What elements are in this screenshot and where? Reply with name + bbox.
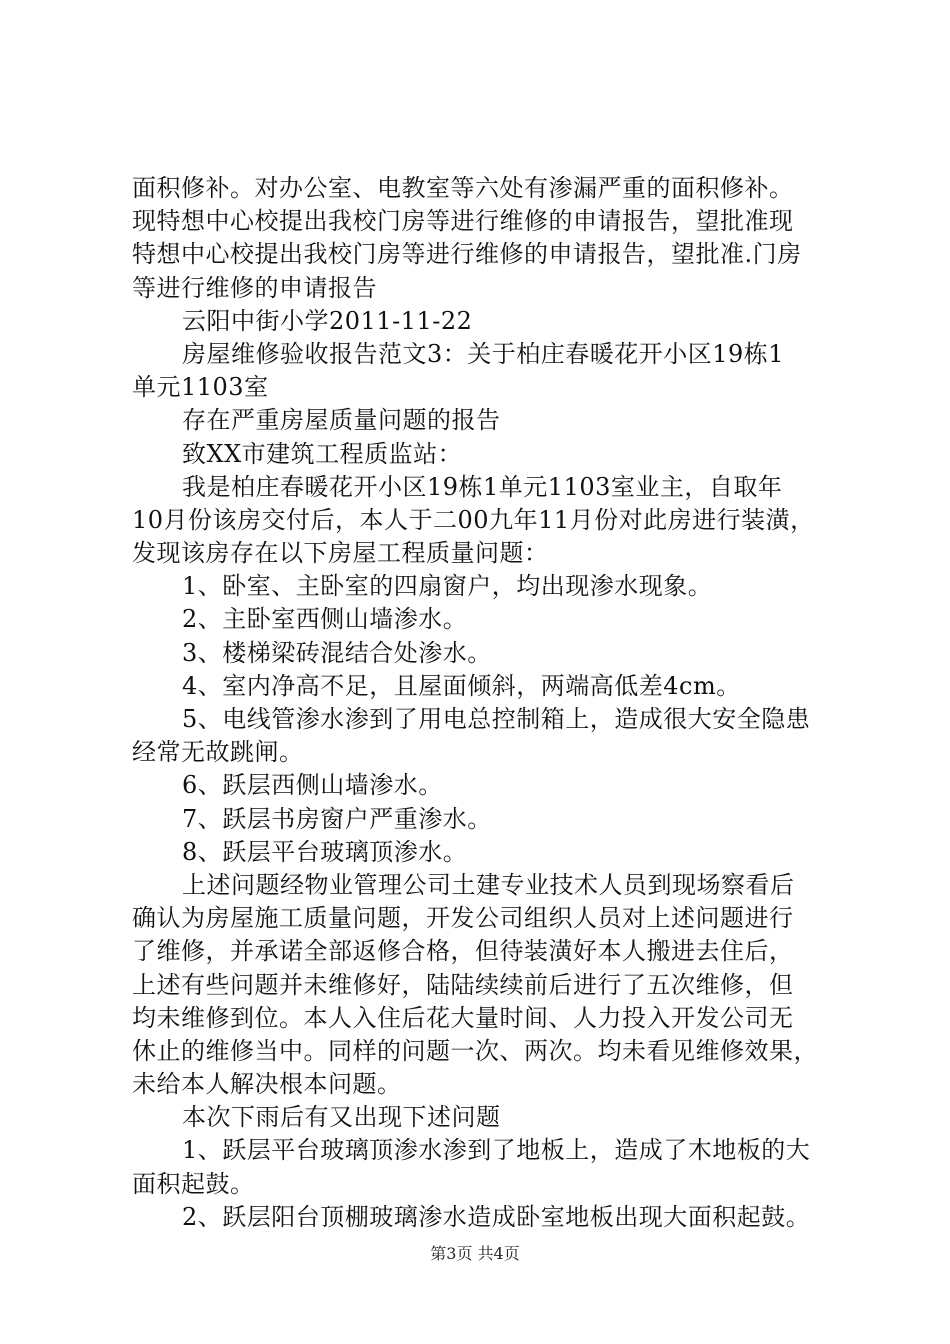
text-line: 现特想中心校提出我校门房等进行维修的申请报告，望批准现: [132, 207, 794, 236]
text-line: 均未维修到位。本人入住后花大量时间、人力投入开发公司无: [132, 1003, 794, 1032]
text-line: 2、主卧室西侧山墙渗水。: [182, 605, 468, 634]
text-line: 面积起鼓。: [132, 1169, 255, 1198]
text-line: 10月份该房交付后，本人于二00九年11月份对此房进行装潢，: [132, 505, 815, 534]
text-line: 3、楼梯梁砖混结合处渗水。: [182, 638, 492, 667]
text-line: 上述问题经物业管理公司土建专业技术人员到现场察看后: [182, 870, 795, 899]
text-line: 面积修补。对办公室、电教室等六处有渗漏严重的面积修补。: [132, 174, 794, 202]
text-line: 2、跃层阳台顶棚玻璃渗水造成卧室地板出现大面积起鼓。: [182, 1202, 811, 1231]
text-line: 特想中心校提出我校门房等进行维修的申请报告，望批准.门房: [132, 240, 802, 269]
text-line: 5、电线管渗水渗到了用电总控制箱上，造成很大安全隐患: [182, 705, 811, 733]
text-line: 未给本人解决根本问题。: [132, 1070, 402, 1099]
text-line: 上述有些问题并未维修好，陆陆续续前后进行了五次维修，但: [132, 970, 794, 999]
page-number-footer: 第3页 共4页: [430, 1244, 520, 1263]
text-line: 了维修，并承诺全部返修合格，但待装潢好本人搬进去住后，: [132, 937, 794, 966]
text-line: 本次下雨后有又出现下述问题: [182, 1103, 501, 1132]
text-line: 单元1103室: [132, 373, 269, 402]
text-line: 发现该房存在以下房屋工程质量问题：: [132, 539, 549, 568]
text-line: 1、跃层平台玻璃顶渗水渗到了地板上，造成了木地板的大: [182, 1136, 811, 1165]
text-line: 确认为房屋施工质量问题，开发公司组织人员对上述问题进行: [132, 904, 794, 933]
text-line: 致XX市建筑工程质监站：: [182, 439, 463, 468]
document-body: [132, 172, 832, 1234]
text-line: 房屋维修验收报告范文3：关于柏庄春暖花开小区19栋1: [182, 339, 785, 368]
text-line: 8、跃层平台玻璃顶渗水。: [182, 837, 468, 866]
text-line: 6、跃层西侧山墙渗水。: [182, 771, 443, 800]
text-line: 休止的维修当中。同样的问题一次、两次。均未看见维修效果，: [132, 1036, 818, 1065]
text-line: 等进行维修的申请报告: [132, 273, 377, 302]
text-line: 经常无故跳闸。: [132, 738, 304, 767]
text-line: 1、卧室、主卧室的四扇窗户，均出现渗水现象。: [182, 572, 713, 601]
text-line: 7、跃层书房窗户严重渗水。: [182, 804, 492, 833]
text-line: 存在严重房屋质量问题的报告: [182, 406, 501, 435]
text-line: 云阳中街小学2011-11-22: [182, 306, 473, 335]
text-line: 我是柏庄春暖花开小区19栋1单元1103室业主，自取年: [182, 472, 783, 501]
text-line: 4、室内净高不足，且屋面倾斜，两端高低差4cm。: [182, 671, 741, 700]
